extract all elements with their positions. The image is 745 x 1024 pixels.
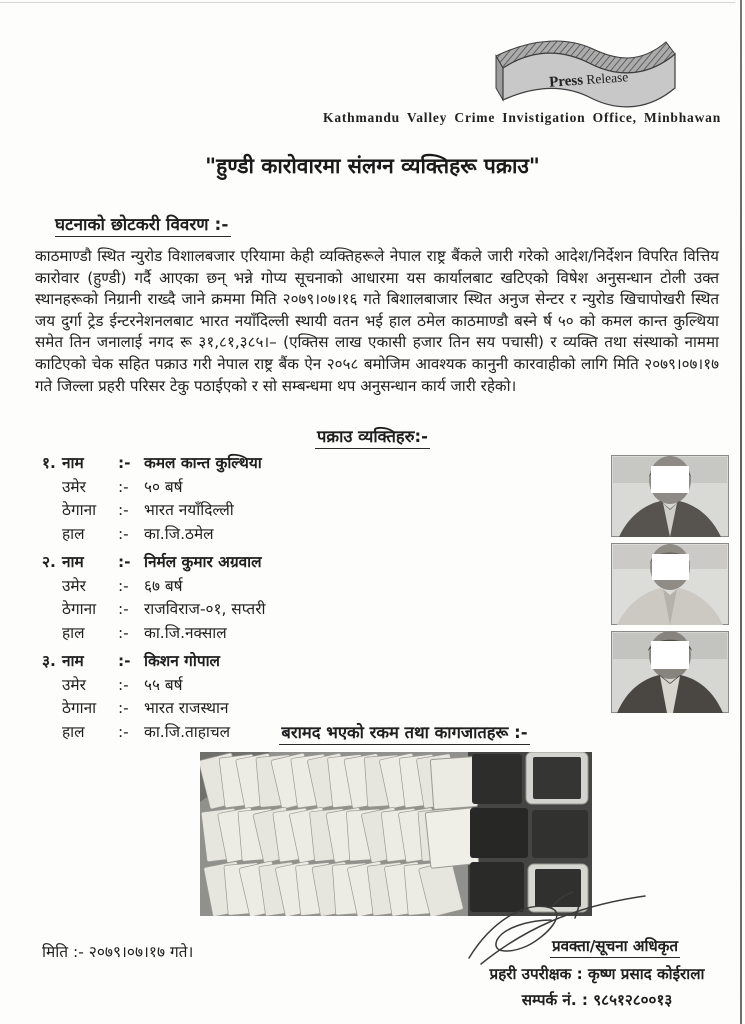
separator: :- bbox=[118, 675, 129, 694]
person-current-address: का.जि.नक्साल bbox=[144, 623, 227, 642]
person-age: ६७ बर्ष bbox=[144, 576, 183, 595]
name-label: नाम bbox=[62, 553, 84, 571]
spokesperson-designation: प्रवक्ता/सूचना अधिकृत bbox=[550, 936, 680, 958]
press-release-stamp-icon bbox=[489, 36, 689, 118]
banknote-rows bbox=[200, 753, 464, 916]
separator: :- bbox=[118, 652, 131, 670]
issue-date: मिति :- २०७९।०७।१७ गते। bbox=[42, 943, 194, 961]
suspect-photo-1 bbox=[611, 455, 729, 537]
separator: :- bbox=[118, 623, 129, 642]
person-number: १. bbox=[42, 454, 56, 472]
suspect-photo-3 bbox=[611, 631, 729, 713]
current-label: हाल bbox=[62, 722, 85, 741]
person-address: भारत नयाँदिल्ली bbox=[144, 501, 234, 519]
arrested-persons-list bbox=[42, 452, 472, 749]
person-number: २. bbox=[42, 553, 56, 571]
contact-number: सम्पर्क नं. : ९८५१२८००१३ bbox=[521, 991, 673, 1009]
address-label: ठेगाना bbox=[62, 600, 97, 618]
person-age: ५५ बर्ष bbox=[144, 675, 183, 694]
stamp-text-bold: Press bbox=[548, 72, 584, 91]
separator: :- bbox=[118, 553, 131, 571]
name-label: नाम bbox=[62, 454, 84, 472]
name-label: नाम bbox=[62, 652, 84, 670]
separator: :- bbox=[118, 600, 129, 618]
face-redaction bbox=[651, 466, 689, 493]
separator: :- bbox=[118, 524, 129, 543]
summary-heading: घटनाको छोटकरी विवरण :- bbox=[55, 212, 231, 237]
separator: :- bbox=[118, 699, 129, 717]
suspect-photos-column bbox=[611, 455, 731, 713]
address-label: ठेगाना bbox=[62, 699, 97, 717]
age-label: उमेर bbox=[62, 576, 86, 595]
person-entry bbox=[42, 551, 472, 645]
scan-artifact-top bbox=[0, 2, 735, 3]
page-title: "हुण्डी कारोवारमा संलग्न व्यक्तिहरू पक्राउ" bbox=[205, 154, 540, 178]
stamp-text-regular: Release bbox=[582, 69, 629, 88]
seized-items-heading: बरामद भएको रकम तथा कागजातहरू :- bbox=[279, 720, 529, 745]
person-current-address: का.जि.ताहाचल bbox=[144, 722, 231, 741]
arrested-persons-section bbox=[0, 424, 745, 449]
person-current-address: का.जि.ठमेल bbox=[144, 524, 214, 543]
person-age: ५० बर्ष bbox=[144, 477, 183, 496]
suspect-photo-2 bbox=[611, 543, 729, 625]
summary-body: काठमाण्डौ स्थित न्युरोड विशालबजार एरियामा केही व्यक्तिहरूले नेपाल राष्ट्र बैंकले जारी गरेको आदेश/निर्देशन विपरित वित्तिय कारोवार (हुण्डी) गर्दै आएका छन् भन्ने गोप्य सूचनाको आधारमा यस कार्यालबाट खटिएको विषेश अनुसन्धान टोली उक्त स्थानहरूको निग्रानी राख्दै जाने क्रममा मिति २०७९।०७।१६ गते बिशालबाजार स्थित अनुज सेन्टर र न्युरोड खिचापोखरी स्थित जय दुर्गा ट्रेड ईन्टरनेशनलबाट भारत नयाँदिल्ली स्थायी वतन भई हाल ठमेल काठमाण्डौ बस्ने र्ष ५० को कमल कान्त कुल्थिया समेत तिन जनालाई नगद रू ३१,८१,३८५।– (एक्तिस लाख एकासी हजार तिन सय पचासी) र व्यक्ति तथा संस्थाको नाममा काटिएको चेक सहित पक्राउ गरी नेपाल राष्ट्र बैंक ऐन २०५८ बमोजिम आवश्यक कानुनी कारवाहीको लागि मिति २०७९।०७।१७ गते जिल्ला प्रहरी परिसर टेकु पठाईएको र सो सम्बन्धमा थप अनुसन्धान कार्य जारी रहेको। bbox=[35, 247, 719, 395]
person-address: भारत राजस्थान bbox=[144, 699, 229, 717]
seized-items-section bbox=[0, 720, 745, 745]
current-label: हाल bbox=[62, 524, 85, 543]
person-name: निर्मल कुमार अग्रवाल bbox=[144, 553, 262, 571]
age-label: उमेर bbox=[62, 675, 86, 694]
face-redaction bbox=[651, 641, 689, 669]
address-label: ठेगाना bbox=[62, 501, 97, 519]
person-name: किशन गोपाल bbox=[144, 652, 220, 670]
officer-name: प्रहरी उपरीक्षक : कृष्ण प्रसाद कोईराला bbox=[489, 965, 705, 983]
signature-block bbox=[477, 936, 717, 1010]
person-address: राजविराज-०१, सप्तरी bbox=[144, 600, 266, 618]
person-number: ३. bbox=[42, 652, 56, 670]
incident-summary-section bbox=[35, 212, 719, 397]
separator: :- bbox=[118, 576, 129, 595]
separator: :- bbox=[118, 501, 129, 519]
person-entry bbox=[42, 452, 472, 546]
separator: :- bbox=[118, 454, 131, 472]
age-label: उमेर bbox=[62, 477, 86, 496]
arrested-persons-heading: पक्राउ व्यक्तिहरु:- bbox=[315, 424, 430, 449]
current-label: हाल bbox=[62, 623, 85, 642]
face-redaction bbox=[652, 554, 689, 580]
separator: :- bbox=[118, 722, 129, 741]
separator: :- bbox=[118, 477, 129, 496]
seized-money-photo bbox=[200, 752, 592, 916]
office-name: Kathmandu Valley Crime Invistigation Office, Minbhawan bbox=[323, 110, 721, 125]
person-name: कमल कान्त कुल्थिया bbox=[144, 454, 262, 472]
